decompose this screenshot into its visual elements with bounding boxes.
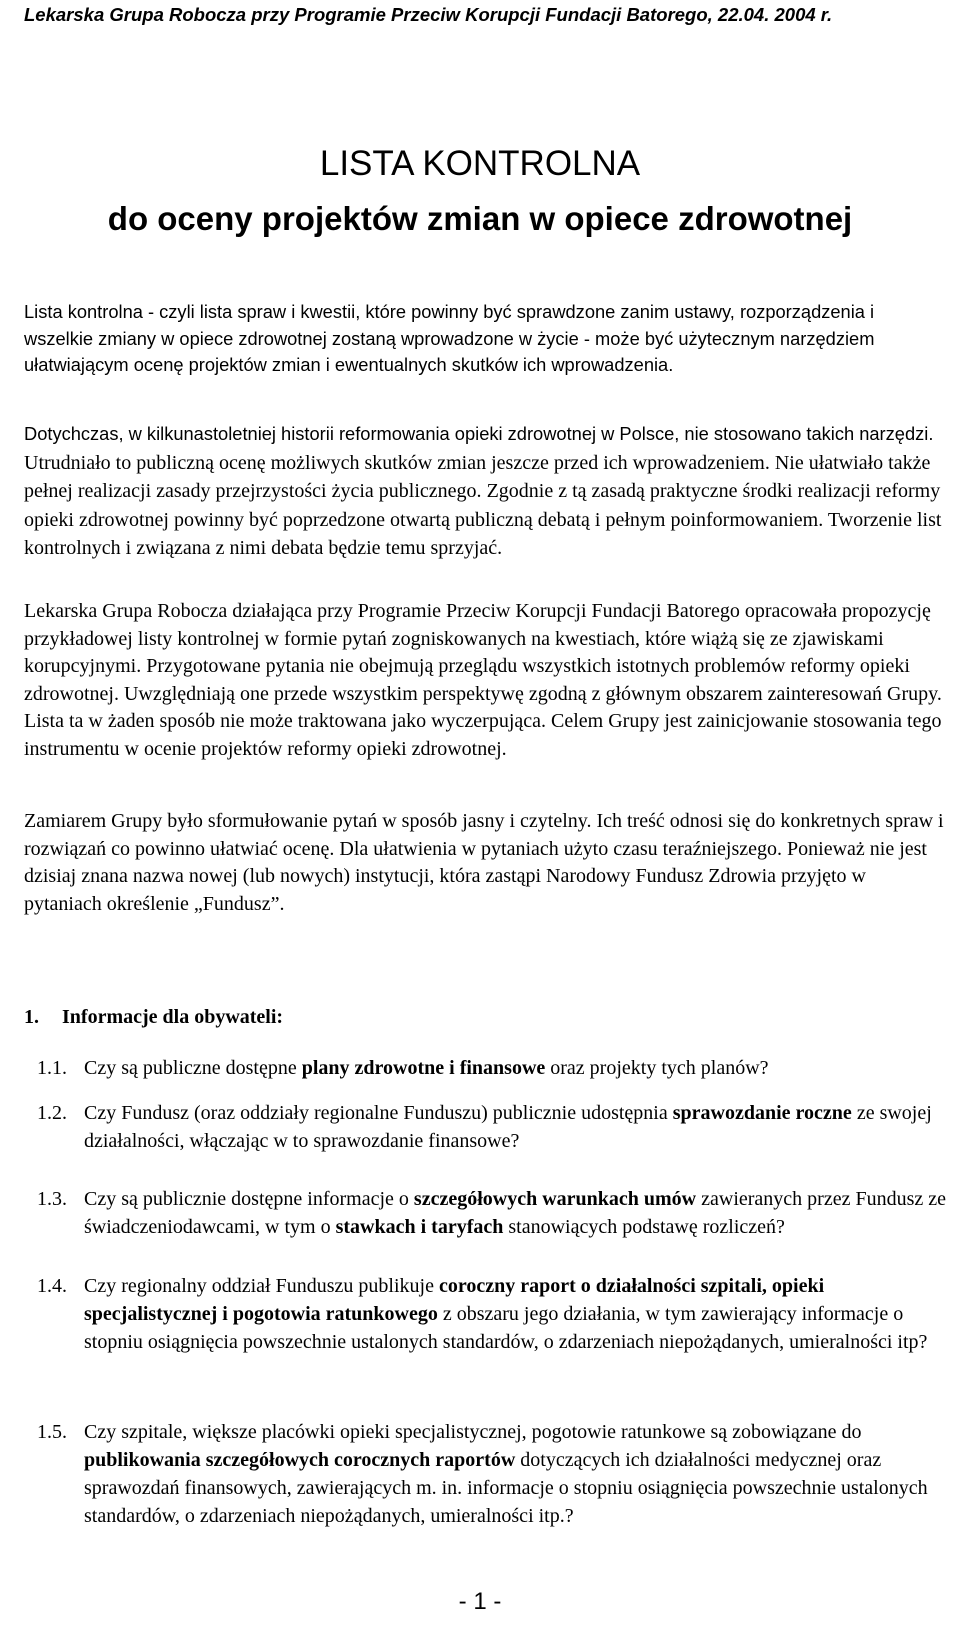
item-text: Czy są publicznie dostępne informacje o szczegółowych warunkach umów zawieranych przez Fundusz ze świadczeniodawcami, w tym o stawkach i taryfach stanowiących podstawę rozliczeń? xyxy=(84,1188,946,1238)
item-text: Czy Fundusz (oraz oddziały regionalne Funduszu) publicznie udostępnia sprawozdanie roczne ze swojej działalności, włączając w to sprawozdanie finansowe? xyxy=(84,1102,932,1152)
checklist-item xyxy=(37,1185,947,1241)
item-text: Czy szpitale, większe placówki opieki specjalistycznej, pogotowie ratunkowe są zobowiązane do publikowania szczegółowych corocznych raportów dotyczących ich działalności medycznej oraz sprawozdań finansowych, zawierających m. in. informacje o stopniu osiągnięcia powszechnie ustalonych standardów, o zdarzeniach niepożądanych, umieralności itp.? xyxy=(84,1421,928,1527)
paragraph-history-part1: Dotychczas, w kilkunastoletniej historii reformowania opieki zdrowotnej w Polsce, nie stosowano takich narzędzi. xyxy=(24,423,934,444)
paragraph-history-part3: Zgodnie z tą zasadą praktyczne środki realizacji reformy opieki zdrowotnej powinny być poprzedzone otwartą publiczną debatą i pełnym poinformowaniem. Tworzenie list kontrolnych i związana z nimi debata będzie temu sprzyjać. xyxy=(24,480,942,559)
section-number: 1. xyxy=(24,1006,39,1028)
item-number: 1.3. xyxy=(37,1188,67,1210)
intro-paragraph: Lista kontrolna - czyli lista spraw i kwestii, które powinny być sprawdzone zanim ustawy, rozporządzenia i wszelkie zmiany w opiece zdrowotnej zostaną wprowadzone w życie - może być użytecznym narzędziem ułatwiającym ocenę projektów zmian i ewentualnych skutków ich wprowadzenia. xyxy=(24,301,875,375)
paragraph-aim: Zamiarem Grupy było sformułowanie pytań w sposób jasny i czytelny. Ich treść odnosi się do konkretnych spraw i rozwiązań co powinno ułatwiać ocenę. Dla ułatwienia w pytaniach użyto czasu teraźniejszego. Ponieważ nie jest dzisiaj znana nazwa nowej (lub nowych) instytucji, która zastąpi Narodowy Fundusz Zdrowia przyjęto w pytaniach określenie „Fundusz”. xyxy=(24,810,944,915)
checklist-item xyxy=(37,1272,947,1356)
checklist-item xyxy=(37,1418,947,1530)
checklist-item xyxy=(37,1099,947,1155)
item-text: Czy są publiczne dostępne plany zdrowotne i finansowe oraz projekty tych planów? xyxy=(84,1057,769,1079)
document-header: Lekarska Grupa Robocza przy Programie Przeciw Korupcji Fundacji Batorego, 22.04. 2004 r. xyxy=(24,4,833,25)
item-number: 1.1. xyxy=(37,1057,67,1079)
item-number: 1.4. xyxy=(37,1275,67,1297)
section-title: Informacje dla obywateli: xyxy=(62,1006,284,1028)
paragraph-history xyxy=(24,420,944,563)
section-heading xyxy=(24,1006,283,1029)
paragraph-history-part2: Utrudniało to publiczną ocenę możliwych skutków zmian jeszcze przed ich wprowadzeniem. Nie ułatwiało także pełnej realizacji zasady przejrzystości życia publicznego. xyxy=(24,451,931,502)
paragraph-group: Lekarska Grupa Robocza działająca przy Programie Przeciw Korupcji Fundacji Batorego opracowała propozycję przykładowej listy kontrolnej w formie pytań zogniskowanych na kwestiach, które wiążą się ze zjawiskami korupcyjnymi. Przygotowane pytania nie obejmują przeglądu wszystkich istotnych problemów reformy opieki zdrowotnej. Uwzględniają one przede wszystkim perspektywę zgodną z głównym obszarem zainteresowań Grupy. Lista ta w żaden sposób nie może traktowana jako wyczerpująca. Celem Grupy jest zainicjowanie stosowania tego instrumentu w ocenie projektów reformy opieki zdrowotnej. xyxy=(24,600,942,760)
item-text: Czy regionalny oddział Funduszu publikuje coroczny raport o działalności szpitali, opieki specjalistycznej i pogotowia ratunkowego z obszaru jego działania, w tym zawierający informacje o stopniu osiągnięcia powszechnie ustalonych standardów, o zdarzeniach niepożądanych, umieralności itp? xyxy=(84,1275,928,1353)
page-number: - 1 - xyxy=(458,1588,502,1615)
item-number: 1.2. xyxy=(37,1102,67,1124)
checklist-item xyxy=(37,1054,947,1082)
page-title: LISTA KONTROLNA xyxy=(319,144,641,183)
page-subtitle: do oceny projektów zmian w opiece zdrowotnej xyxy=(107,200,853,237)
item-number: 1.5. xyxy=(37,1421,67,1443)
